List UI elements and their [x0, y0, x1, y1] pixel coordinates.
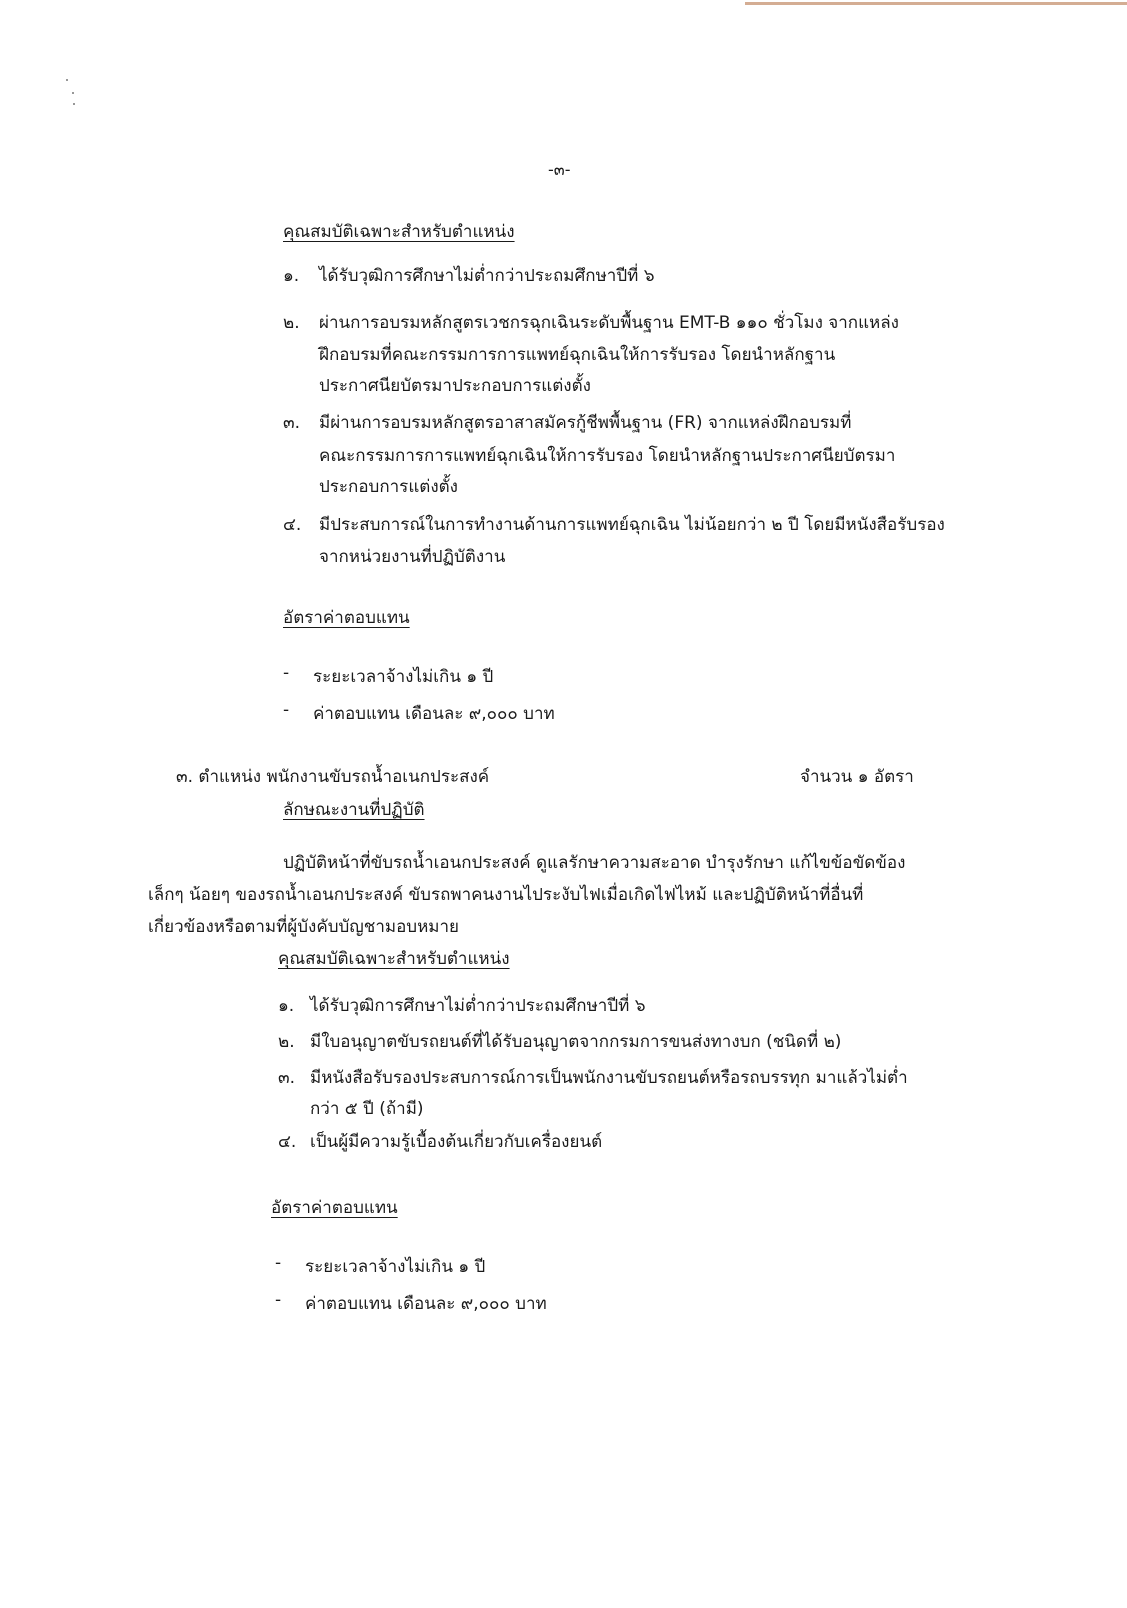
item-text: คณะกรรมการการแพทย์ฉุกเฉินให้การรับรอง โดยนำหลักฐานประกาศนียบัตรมา [319, 446, 896, 466]
position-title: ๓. ตำแหน่ง พนักงานขับรถน้ำอเนกประสงค์ [176, 767, 490, 787]
item-text: มีหนังสือรับรองประสบการณ์การเป็นพนักงานขับรถยนต์หรือรถบรรทุก มาแล้วไม่ต่ำ [310, 1068, 908, 1088]
item-number: ๓. [278, 1068, 296, 1088]
item-text: ฝึกอบรมที่คณะกรรมการการแพทย์ฉุกเฉินให้การรับรอง โดยนำหลักฐาน [319, 345, 836, 365]
item-number: ๔. [278, 1132, 297, 1152]
item-text: ค่าตอบแทน เดือนละ ๙,๐๐๐ บาท [305, 1294, 547, 1314]
item-number: ๓. [283, 413, 301, 433]
item-number: ๑. [283, 266, 300, 286]
bullet-dash: - [283, 700, 290, 720]
scan-edge-line [745, 2, 1127, 5]
item-text: เป็นผู้มีความรู้เบื้องต้นเกี่ยวกับเครื่องยนต์ [310, 1132, 603, 1152]
duties-heading: ลักษณะงานที่ปฏิบัติ [283, 800, 425, 820]
item-text: ค่าตอบแทน เดือนละ ๙,๐๐๐ บาท [313, 704, 555, 724]
item-text: มีใบอนุญาตขับรถยนต์ที่ได้รับอนุญาตจากกรมการขนส่งทางบก (ชนิดที่ ๒) [310, 1032, 842, 1052]
item-text: กว่า ๕ ปี (ถ้ามี) [310, 1099, 424, 1119]
item-text: ระยะเวลาจ้างไม่เกิน ๑ ปี [305, 1257, 486, 1277]
page-number: -๓- [548, 160, 571, 179]
position-count: จำนวน ๑ อัตรา [800, 767, 914, 787]
item-text: ได้รับวุฒิการศึกษาไม่ต่ำกว่าประถมศึกษาปีที่ ๖ [310, 996, 646, 1016]
item-text: ประกาศนียบัตรมาประกอบการแต่งตั้ง [319, 376, 591, 396]
item-number: ๔. [283, 515, 302, 535]
item-text: ได้รับวุฒิการศึกษาไม่ต่ำกว่าประถมศึกษาปีที่ ๖ [319, 266, 655, 286]
item-number: ๒. [278, 1032, 295, 1052]
bullet-dash: - [283, 663, 290, 683]
duties-paragraph-line: ปฏิบัติหน้าที่ขับรถน้ำเอนกประสงค์ ดูแลรักษาความสะอาด บำรุงรักษา แก้ไขข้อขัดข้อง [283, 853, 906, 873]
scan-speck [72, 92, 74, 94]
compensation-heading: อัตราค่าตอบแทน [283, 608, 410, 628]
scan-speck [73, 103, 75, 105]
item-number: ๒. [283, 313, 300, 333]
item-text: มีประสบการณ์ในการทำงานด้านการแพทย์ฉุกเฉิน ไม่น้อยกว่า ๒ ปี โดยมีหนังสือรับรอง [319, 515, 945, 535]
compensation-heading: อัตราค่าตอบแทน [271, 1198, 398, 1218]
bullet-dash: - [275, 1253, 282, 1273]
qualifications-heading: คุณสมบัติเฉพาะสำหรับตำแหน่ง [283, 222, 515, 242]
qualifications-heading: คุณสมบัติเฉพาะสำหรับตำแหน่ง [278, 949, 510, 969]
item-number: ๑. [278, 996, 295, 1016]
item-text: ระยะเวลาจ้างไม่เกิน ๑ ปี [313, 667, 494, 687]
item-text: ประกอบการแต่งตั้ง [319, 477, 458, 497]
item-text: มีผ่านการอบรมหลักสูตรอาสาสมัครกู้ชีพพื้นฐาน (FR) จากแหล่งฝึกอบรมที่ [319, 413, 852, 433]
item-text: จากหน่วยงานที่ปฏิบัติงาน [319, 547, 506, 567]
bullet-dash: - [275, 1290, 282, 1310]
duties-paragraph-line: เกี่ยวข้องหรือตามที่ผู้บังคับบัญชามอบหมาย [148, 917, 459, 937]
duties-paragraph-line: เล็กๆ น้อยๆ ของรถน้ำเอนกประสงค์ ขับรถพาคนงานไประงับไฟเมื่อเกิดไฟไหม้ และปฏิบัติหน้าที่อื่นที่ [148, 885, 864, 905]
item-text: ผ่านการอบรมหลักสูตรเวชกรฉุกเฉินระดับพื้นฐาน EMT-B ๑๑๐ ชั่วโมง จากแหล่ง [319, 313, 899, 333]
scan-speck [66, 79, 68, 81]
